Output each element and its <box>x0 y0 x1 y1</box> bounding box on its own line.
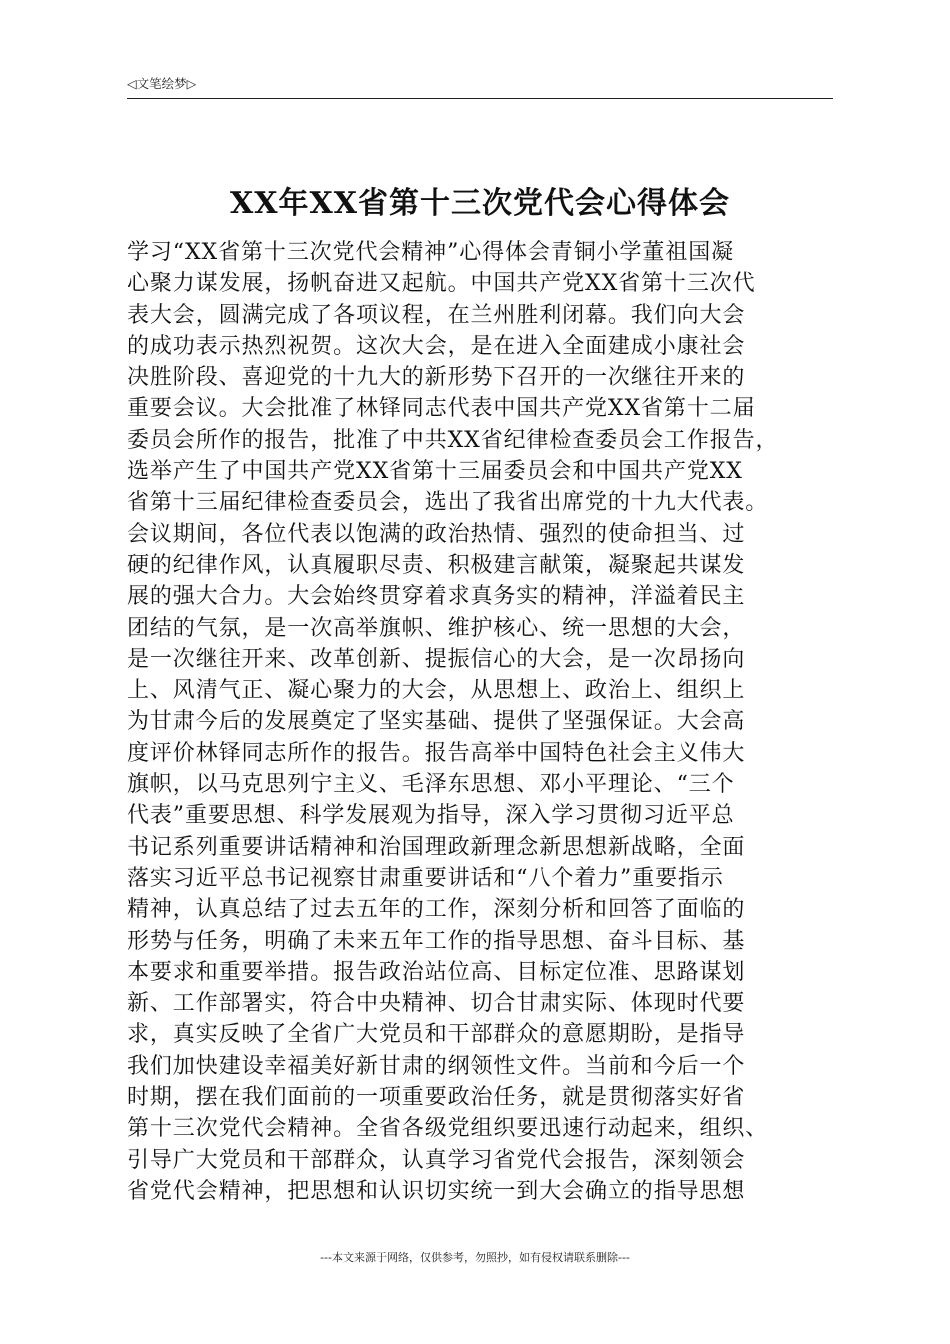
body-line: 会议期间，各位代表以饱满的政治热情、强烈的使命担当、过 <box>127 521 746 547</box>
body-line: 本要求和重要举措。报告政治站位高、目标定位准、思路谋划 <box>127 959 746 985</box>
body-line: 旗帜，以马克思列宁主义、毛泽东思想、邓小平理论、“三个 <box>127 772 735 798</box>
body-line: 时期，摆在我们面前的一项重要政治任务，就是贯彻落实好省 <box>127 1085 746 1111</box>
body-line: 书记系列重要讲话精神和治国理政新理念新思想新战略，全面 <box>127 834 746 860</box>
body-line: 第十三次党代会精神。全省各级党组织要迅速行动起来，组织、 <box>127 1116 769 1142</box>
body-line: 省党代会精神，把思想和认识切实统一到大会确立的指导思想 <box>127 1178 746 1204</box>
body-line: 引导广大党员和干部群众，认真学习省党代会报告，深刻领会 <box>127 1147 746 1173</box>
body-line: 新、工作部署实，符合中央精神、切合甘肃实际、体现时代要 <box>127 991 746 1017</box>
body-line: 选举产生了中国共产党XX省第十三届委员会和中国共产党XX <box>127 459 743 485</box>
body-line: 委员会所作的报告，批准了中共XX省纪律检查委员会工作报告， <box>127 427 779 453</box>
body-line: 的成功表示热烈祝贺。这次大会，是在进入全面建成小康社会 <box>127 333 746 359</box>
document-title: XX年XX省第十三次党代会心得体会 <box>229 186 731 221</box>
body-line: 决胜阶段、喜迎党的十九大的新形势下召开的一次继往开来的 <box>127 365 746 391</box>
body-line: 度评价林铎同志所作的报告。报告高举中国特色社会主义伟大 <box>127 740 746 766</box>
body-line: 落实习近平总书记视察甘肃重要讲话和“八个着力”重要指示 <box>127 865 724 891</box>
body-line: 省第十三届纪律检查委员会，选出了我省出席党的十九大代表。 <box>127 490 769 516</box>
body-line: 表大会，圆满完成了各项议程，在兰州胜利闭幕。我们向大会 <box>127 302 746 328</box>
body-line: 学习“XX省第十三次党代会精神”心得体会青铜小学董祖国凝 <box>127 240 735 265</box>
body-text <box>127 237 847 1207</box>
page-header <box>127 76 833 99</box>
body-line: 重要会议。大会批准了林铎同志代表中国共产党XX省第十二届 <box>127 396 756 422</box>
page-footer: ---本文来源于网络，仅供参考，勿照抄，如有侵权请联系删除--- <box>320 1251 630 1264</box>
body-line: 代表”重要思想、科学发展观为指导，深入学习贯彻习近平总 <box>127 803 735 829</box>
body-line: 是一次继往开来、改革创新、提振信心的大会，是一次昂扬向 <box>127 646 746 672</box>
header-text: ◁文笔绘梦▷ <box>127 76 197 91</box>
body-line: 团结的气氛，是一次高举旗帜、维护核心、统一思想的大会， <box>127 615 746 641</box>
body-line: 硬的纪律作风，认真履职尽责、积极建言献策，凝聚起共谋发 <box>127 552 746 578</box>
body-line: 形势与任务，明确了未来五年工作的指导思想、奋斗目标、基 <box>127 928 746 954</box>
body-line: 为甘肃今后的发展奠定了坚实基础、提供了坚强保证。大会高 <box>127 709 746 735</box>
body-line: 我们加快建设幸福美好新甘肃的纲领性文件。当前和今后一个 <box>127 1053 746 1079</box>
body-line: 展的强大合力。大会始终贯穿着求真务实的精神，洋溢着民主 <box>127 584 746 610</box>
body-line: 上、风清气正、凝心聚力的大会，从思想上、政治上、组织上 <box>127 678 746 704</box>
body-line: 求，真实反映了全省广大党员和干部群众的意愿期盼，是指导 <box>127 1022 746 1048</box>
body-line: 精神，认真总结了过去五年的工作，深刻分析和回答了面临的 <box>127 897 746 923</box>
body-line: 心聚力谋发展，扬帆奋进又起航。中国共产党XX省第十三次代 <box>127 271 756 297</box>
